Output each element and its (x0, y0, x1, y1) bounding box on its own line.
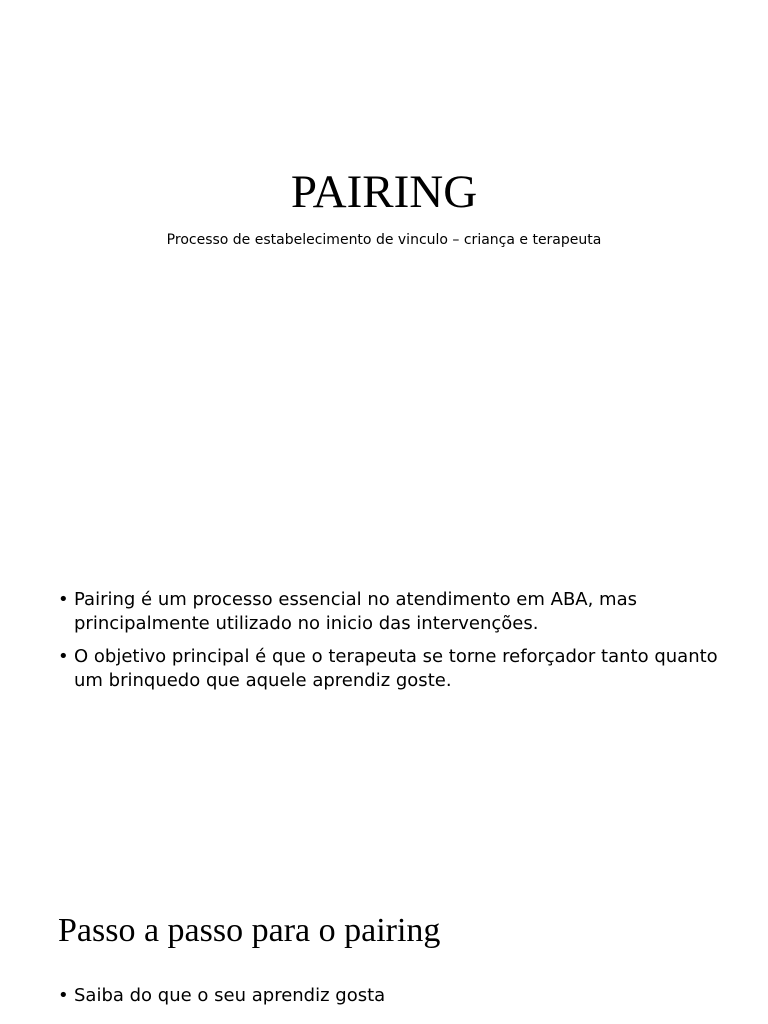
slide-heading: Passo a passo para o pairing (58, 912, 441, 949)
bullet-text: Pairing é um processo essencial no atendimento em ABA, mas principalmente utilizado no inicio das intervenções. (74, 589, 638, 634)
bullet-text: O objetivo principal é que o terapeuta se torne reforçador tanto quanto um brinquedo que aquele aprendiz goste. (74, 646, 718, 691)
bullet-marker: • (58, 985, 69, 1006)
bullet-list (58, 984, 748, 1017)
slide-subtitle: Processo de estabelecimento de vinculo – criança e terapeuta (166, 232, 602, 248)
bullet-text: Saiba do que o seu aprendiz gosta (74, 985, 386, 1006)
bullet-item (58, 588, 748, 636)
bullet-marker: • (58, 589, 69, 610)
slide-title: PAIRING (290, 166, 478, 218)
bullet-marker: • (58, 646, 69, 667)
bullet-item (58, 984, 748, 1008)
bullet-item (58, 645, 748, 693)
content-slide (0, 538, 768, 858)
steps-slide (0, 858, 768, 1024)
bullet-list (58, 588, 748, 702)
